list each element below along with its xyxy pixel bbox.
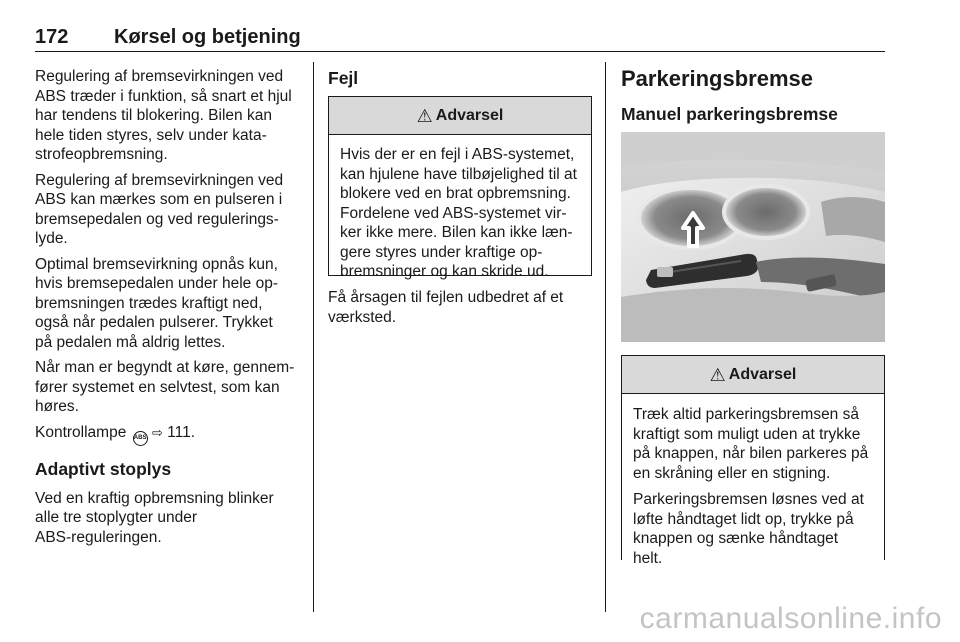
warning-body: [622, 394, 884, 576]
text-line: Når man er begyndt at køre, gennem-: [35, 359, 295, 376]
paragraph-fault-repair: [328, 288, 598, 327]
warning-title: Advarsel: [435, 106, 504, 124]
paragraph-abs-regulation: [35, 67, 305, 165]
page-reference: 111.: [167, 423, 196, 441]
text-line: Få årsagen til fejlen udbedret af et: [328, 289, 564, 306]
column-divider-1: [313, 62, 314, 612]
text-line: kan hjulene have tilbøjelighed til at: [340, 165, 577, 183]
text-line: hvis bremsepedalen under hele op-: [35, 275, 278, 292]
text-line: alle tre stoplygter under: [35, 509, 197, 526]
text-line: på pedalen må aldrig lettes.: [35, 333, 226, 351]
parking-brake-photo: [621, 132, 885, 342]
text-line: Hvis der er en fejl i ABS-systemet,: [340, 146, 575, 163]
paragraph-selftest: [35, 358, 305, 417]
text-line: bremsninger og kan skride ud.: [340, 263, 549, 280]
text-line: kraftigt som muligt uden at trykke: [633, 425, 861, 443]
text-line: på knappen, når bilen parkeres på: [633, 445, 869, 462]
column-1: [35, 67, 305, 553]
text-line: Ved en kraftig opbremsning blinker: [35, 489, 274, 507]
text-line: fører systemet en selvtest, som kan: [35, 378, 280, 396]
warning-triangle-icon: ⚠: [709, 364, 726, 385]
text-line: gere styres under kraftige op-: [340, 243, 543, 261]
paragraph-adaptive-brakelight: [35, 489, 305, 548]
subheading-manual-parking-brake: Manuel parkeringsbremse: [621, 104, 838, 124]
page-reference-arrow-icon: ⇨: [151, 424, 163, 440]
text-line: løfte håndtaget lidt op, trykke på: [633, 510, 854, 528]
page-number: 172: [35, 26, 69, 48]
page-title: Kørsel og betjening: [114, 26, 301, 48]
text-line: værksted.: [328, 308, 397, 326]
warning-body: [329, 135, 591, 290]
text-line: Fordelene ved ABS-systemet vir-: [340, 204, 567, 222]
text-line: bremsepedalen og ved regulerings-: [35, 210, 279, 228]
text-line: Regulering af bremsevirkningen ved: [35, 171, 284, 189]
text-line: bremsningen trædes kraftigt ned,: [35, 294, 263, 312]
column-divider-2: [605, 62, 606, 612]
warning-header: [329, 97, 591, 135]
warning-paragraph: [633, 490, 873, 568]
text-line: Parkeringsbremsen løsnes ved at: [633, 491, 864, 508]
warning-header: [622, 356, 884, 394]
text-line: en skråning eller en stigning.: [633, 464, 831, 482]
text-line: Regulering af bremsevirkningen ved: [35, 68, 284, 85]
text-line: hele tiden styres, selv under kata-: [35, 126, 267, 144]
text-line: ABS træder i funktion, så snart et hjul: [35, 87, 292, 105]
heading-parking-brake: Parkeringsbremse: [621, 66, 813, 91]
abs-warning-lamp-icon: ABS: [133, 431, 148, 446]
paragraph-optimal-braking: [35, 255, 305, 353]
page-header: [35, 26, 885, 52]
paragraph-abs-pulse: [35, 171, 305, 249]
subheading-adaptive-brakelight: Adaptivt stoplys: [35, 458, 172, 479]
warning-box-abs-fault: [328, 96, 592, 280]
text-line: også når pedalen pulserer. Trykket: [35, 314, 273, 331]
watermark: carmanualsonline.info: [639, 602, 942, 635]
text-line: Træk altid parkeringsbremsen så: [633, 406, 859, 423]
control-lamp-label: Kontrollampe: [35, 423, 127, 441]
text-line: har tendens til blokering. Bilen kan: [35, 107, 272, 124]
text-line: ABS-reguleringen.: [35, 528, 162, 546]
text-line: ABS kan mærkes som en pulseren i: [35, 191, 283, 208]
text-line: ker ikke mere. Bilen kan ikke læn-: [340, 224, 573, 241]
text-line: knappen og sænke håndtaget: [633, 530, 839, 547]
warning-paragraph: [633, 405, 873, 483]
text-line: Optimal bremsevirkning opnås kun,: [35, 255, 278, 273]
warning-title: Advarsel: [728, 365, 797, 383]
warning-box-parking-brake: [621, 355, 885, 567]
heading-fault: Fejl: [328, 68, 359, 88]
text-line: strofeopbremsning.: [35, 146, 168, 163]
warning-triangle-icon: ⚠: [416, 105, 433, 126]
text-line: høres.: [35, 398, 79, 415]
text-line: helt.: [633, 549, 663, 567]
text-line: lyde.: [35, 230, 68, 247]
text-line: blokere ved en brat opbremsning.: [340, 185, 571, 202]
paragraph-control-lamp: [35, 423, 305, 446]
